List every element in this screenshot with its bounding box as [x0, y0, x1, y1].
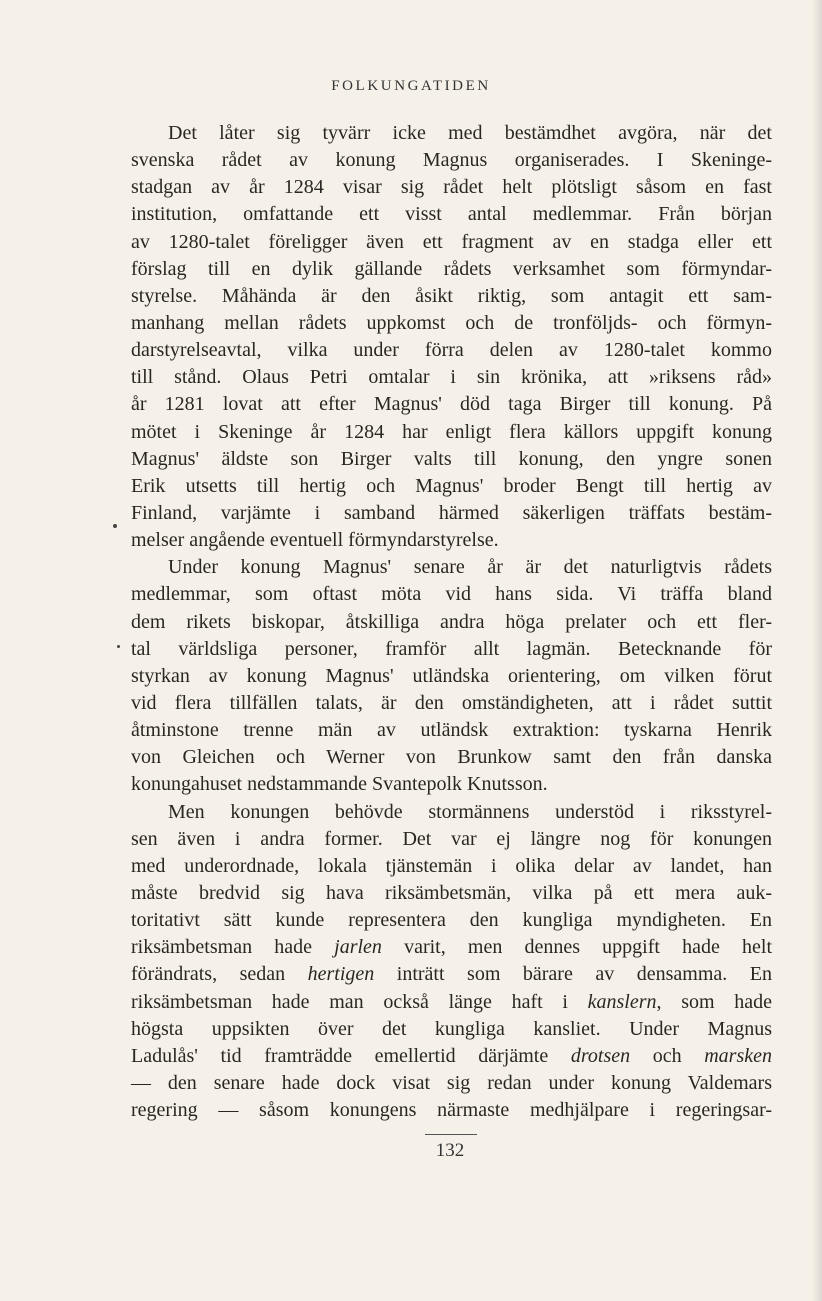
text-segment: år 1281 lovat att efter Magnus' död taga Birger till konung. På [131, 393, 772, 416]
italic-term: marsken [704, 1044, 772, 1067]
text-line [131, 961, 772, 988]
running-head: FOLKUNGATIDEN [331, 78, 491, 94]
italic-term: kanslern [587, 990, 657, 1013]
text-segment: dem rikets biskopar, åtskilliga andra höga prelater och ett fler- [131, 610, 772, 633]
text-line [131, 1016, 772, 1043]
text-segment: sen även i andra former. Det var ej längre nog för konungen [131, 827, 772, 850]
text-line [131, 473, 772, 500]
text-segment: konungahuset nedstammande Svantepolk Knutsson. [131, 773, 548, 796]
text-segment: med underordnade, lokala tjänstemän i olika delar av landet, han [131, 854, 772, 877]
text-segment: Under konung Magnus' senare år är det naturligtvis rådets [168, 556, 772, 579]
text-line [131, 853, 772, 880]
body-text [131, 120, 772, 1124]
text-segment: , som hade [656, 990, 772, 1013]
text-line [131, 527, 772, 554]
text-segment: Det låter sig tyvärr icke med bestämdhet avgöra, när det [168, 122, 772, 144]
text-segment: styrkan av konung Magnus' utländska orientering, om vilken förut [131, 664, 772, 687]
text-segment: stadgan av år 1284 visar sig rådet helt plötsligt såsom en fast [131, 176, 772, 199]
text-segment: darstyrelseavtal, vilka under förra delen av 1280-talet kommo [131, 339, 772, 362]
text-line [131, 989, 772, 1016]
text-line [131, 120, 772, 147]
text-segment: riksämbetsman hade man också länge haft i [131, 990, 588, 1013]
text-segment: svenska rådet av konung Magnus organiserades. I Skeninge- [131, 149, 772, 172]
text-line [131, 609, 772, 636]
margin-speck [113, 524, 117, 528]
text-line [131, 690, 772, 717]
italic-term: drotsen [570, 1044, 631, 1067]
text-segment: vid flera tillfällen talats, är den omständigheten, att i rådet suttit [131, 691, 772, 714]
text-segment: Magnus' äldste son Birger valts till konung, den yngre sonen [131, 447, 772, 470]
text-line [131, 364, 772, 391]
text-line [131, 907, 772, 934]
text-segment: manhang mellan rådets uppkomst och de tronföljds- och förmyn- [131, 311, 772, 334]
text-segment: Men konungen behövde stormännens understöd i riksstyrel- [168, 800, 772, 823]
text-segment: måste bredvid sig hava riksämbetsmän, vilka på ett mera auk- [131, 881, 772, 904]
margin-speck [117, 645, 120, 648]
text-segment: förslag till en dylik gällande rådets verksamhet som förmyndar- [131, 257, 772, 280]
text-line [131, 826, 772, 853]
text-segment: mötet i Skeninge år 1284 har enligt flera källors uppgift konung [131, 420, 772, 443]
text-segment: förändrats, sedan [131, 963, 308, 986]
text-line [131, 636, 772, 663]
text-line [131, 174, 772, 201]
text-segment: toritativt sätt kunde representera den kungliga myndigheten. En [131, 909, 772, 932]
text-segment: — den senare hade dock visat sig redan under konung Valdemars [131, 1071, 772, 1094]
text-segment: institution, omfattande ett visst antal medlemmar. Från början [131, 203, 772, 226]
text-line [131, 717, 772, 744]
text-line [131, 283, 772, 310]
text-line [131, 1097, 772, 1124]
text-line [131, 934, 772, 961]
text-line [131, 201, 772, 228]
page-edge-shadow [812, 0, 822, 1301]
italic-term: hertigen [307, 963, 375, 986]
text-line [131, 337, 772, 364]
text-segment: riksämbetsman hade [131, 936, 335, 959]
text-segment: högsta uppsikten över det kungliga kansliet. Under Magnus [131, 1017, 772, 1040]
page-number: 132 [435, 1140, 465, 1161]
text-line [131, 554, 772, 581]
text-line [131, 880, 772, 907]
text-line [131, 1070, 772, 1097]
text-line [131, 799, 772, 826]
text-line [131, 500, 772, 527]
text-segment: melser angående eventuell förmyndarstyrelse. [131, 529, 499, 552]
text-segment: Erik utsetts till hertig och Magnus' broder Bengt till hertig av [131, 474, 772, 497]
folio-rule [425, 1134, 477, 1135]
text-line [131, 744, 772, 771]
text-line [131, 419, 772, 446]
text-segment: Finland, varjämte i samband härmed säkerligen träffats bestäm- [131, 501, 772, 524]
text-line [131, 1043, 772, 1070]
text-line [131, 663, 772, 690]
text-line [131, 229, 772, 256]
text-segment: åtminstone trenne män av utländsk extraktion: tyskarna Henrik [131, 719, 772, 742]
text-segment: tal världsliga personer, framför allt lagmän. Betecknande för [131, 637, 772, 660]
text-segment: av 1280-talet föreligger även ett fragment av en stadga eller ett [131, 230, 772, 253]
text-segment: till stånd. Olaus Petri omtalar i sin krönika, att »riksens råd» [131, 366, 772, 389]
text-line [131, 147, 772, 174]
text-line [131, 256, 772, 283]
text-segment: inträtt som bärare av densamma. En [374, 963, 772, 986]
text-line [131, 310, 772, 337]
text-line [131, 581, 772, 608]
text-segment: von Gleichen och Werner von Brunkow samt den från danska [131, 746, 772, 769]
text-segment: varit, men dennes uppgift hade helt [381, 936, 773, 959]
text-segment: styrelse. Måhända är den åsikt riktig, som antagit ett sam- [131, 284, 772, 307]
text-line [131, 391, 772, 418]
text-segment: medlemmar, som oftast möta vid hans sida. Vi träffa bland [131, 583, 772, 606]
text-segment: och [630, 1044, 705, 1067]
italic-term: jarlen [334, 936, 382, 959]
text-line [131, 446, 772, 473]
text-segment: Ladulås' tid framträdde emellertid därjämte [131, 1044, 571, 1067]
text-segment: regering — såsom konungens närmaste medhjälpare i regeringsar- [131, 1099, 772, 1122]
text-line [131, 771, 772, 798]
